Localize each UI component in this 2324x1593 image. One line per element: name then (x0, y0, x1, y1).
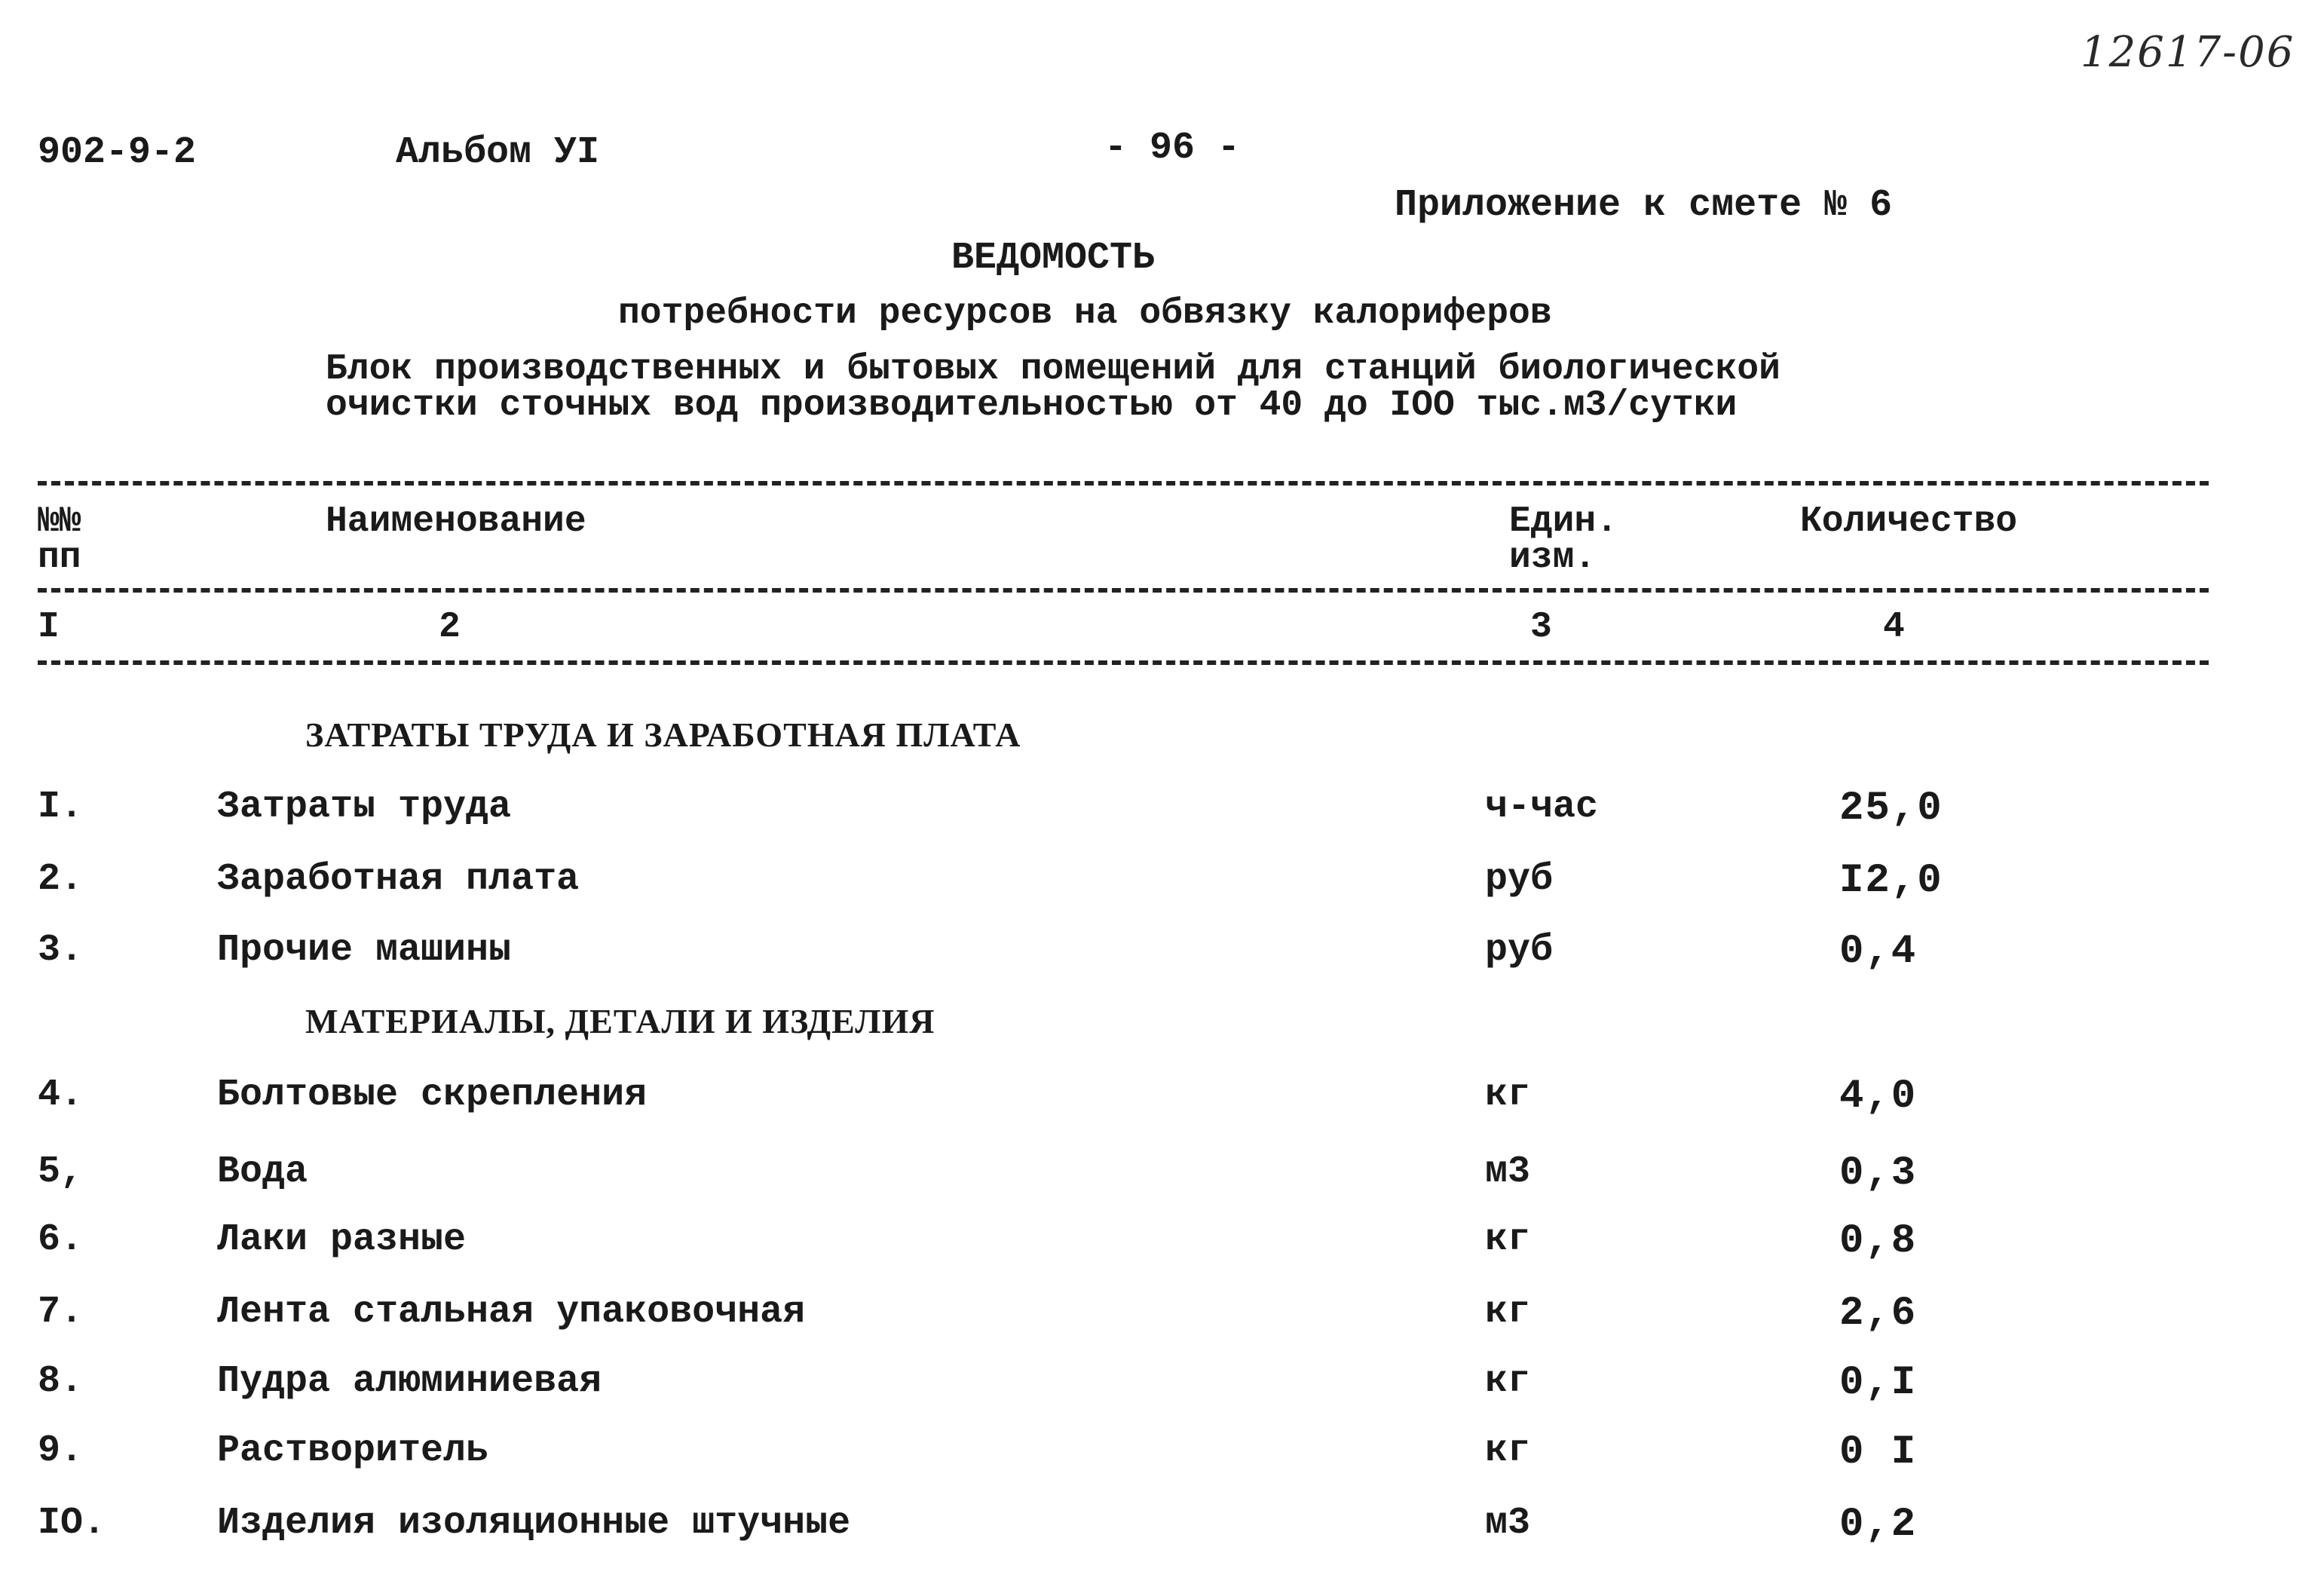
row-name: Заработная плата (217, 858, 580, 901)
album-label: Альбом УI (396, 131, 600, 174)
row-number: 6. (38, 1218, 84, 1261)
row-number: 9. (38, 1429, 84, 1472)
row-quantity: 0 I (1839, 1429, 1918, 1475)
column-number-1: I (38, 607, 60, 648)
column-numbers-top-rule (38, 588, 2209, 593)
row-name: Растворитель (217, 1429, 489, 1472)
row-name: Затраты труда (217, 786, 512, 829)
column-header-quantity: Количество (1800, 501, 2018, 542)
row-name: Лаки разные (217, 1218, 467, 1261)
page-number: - 96 - (1104, 127, 1241, 170)
row-name: Пудра алюминиевая (217, 1360, 602, 1403)
row-number: 5, (38, 1150, 84, 1193)
row-quantity: I2,0 (1839, 858, 1943, 904)
row-quantity: 0,I (1839, 1360, 1918, 1406)
row-name: Лента стальная упаковочная (217, 1291, 806, 1334)
row-name: Прочие машины (217, 929, 512, 972)
row-name: Изделия изоляционные штучные (217, 1502, 851, 1545)
row-unit: кг (1485, 1360, 1531, 1403)
row-number: I. (38, 786, 84, 829)
column-header-number: №№ (38, 501, 81, 542)
row-quantity: 0,8 (1839, 1218, 1918, 1264)
row-number: 2. (38, 858, 84, 901)
row-quantity: 2,6 (1839, 1291, 1918, 1337)
row-number: 4. (38, 1074, 84, 1117)
title-line-2: Блок производственных и бытовых помещений для станций биологической (326, 349, 1781, 390)
project-code: 902-9-2 (38, 131, 197, 174)
appendix-label: Приложение к смете № 6 (1395, 184, 1893, 227)
section-heading-materials: МАТЕРИАЛЫ, ДЕТАЛИ И ИЗДЕЛИЯ (305, 1002, 935, 1040)
row-unit: м3 (1485, 1150, 1531, 1193)
column-number-2: 2 (439, 607, 461, 648)
row-number: 3. (38, 929, 84, 972)
row-quantity: 0,2 (1839, 1502, 1918, 1548)
handwritten-archive-number: 12617-06 (2081, 28, 2295, 77)
row-unit: руб (1485, 929, 1554, 972)
row-unit: руб (1485, 858, 1554, 901)
row-number: 8. (38, 1360, 84, 1403)
row-quantity: 4,0 (1839, 1074, 1918, 1120)
title-line-3: очистки сточных вод производительностью от 40 до IOO тыс.м3/сутки (326, 385, 1738, 426)
document-title: ВЕДОМОСТЬ (951, 237, 1156, 280)
row-name: Вода (217, 1150, 308, 1193)
row-quantity: 0,3 (1839, 1150, 1918, 1196)
title-line-1: потребности ресурсов на обвязку калориферов (618, 293, 1552, 334)
row-unit: кг (1485, 1429, 1531, 1472)
row-number: 7. (38, 1291, 84, 1334)
column-header-number-sub: пп (38, 538, 81, 578)
column-numbers-bottom-rule (38, 660, 2209, 665)
column-header-unit-sub: изм. (1509, 538, 1597, 578)
column-header-unit: Един. (1509, 501, 1618, 542)
row-quantity: 0,4 (1839, 929, 1918, 975)
row-unit: кг (1485, 1074, 1531, 1117)
row-unit: м3 (1485, 1502, 1531, 1545)
column-header-name: Наименование (326, 501, 586, 542)
column-number-4: 4 (1883, 607, 1905, 648)
column-number-3: 3 (1530, 607, 1552, 648)
row-quantity: 25,0 (1839, 786, 1943, 832)
row-number: IO. (38, 1502, 106, 1545)
table-top-rule (38, 481, 2209, 486)
row-name: Болтовые скрепления (217, 1074, 648, 1117)
section-heading-labor: ЗАТРАТЫ ТРУДА И ЗАРАБОТНАЯ ПЛАТА (305, 715, 1021, 754)
row-unit: кг (1485, 1291, 1531, 1334)
row-unit: ч-час (1485, 786, 1599, 829)
row-unit: кг (1485, 1218, 1531, 1261)
